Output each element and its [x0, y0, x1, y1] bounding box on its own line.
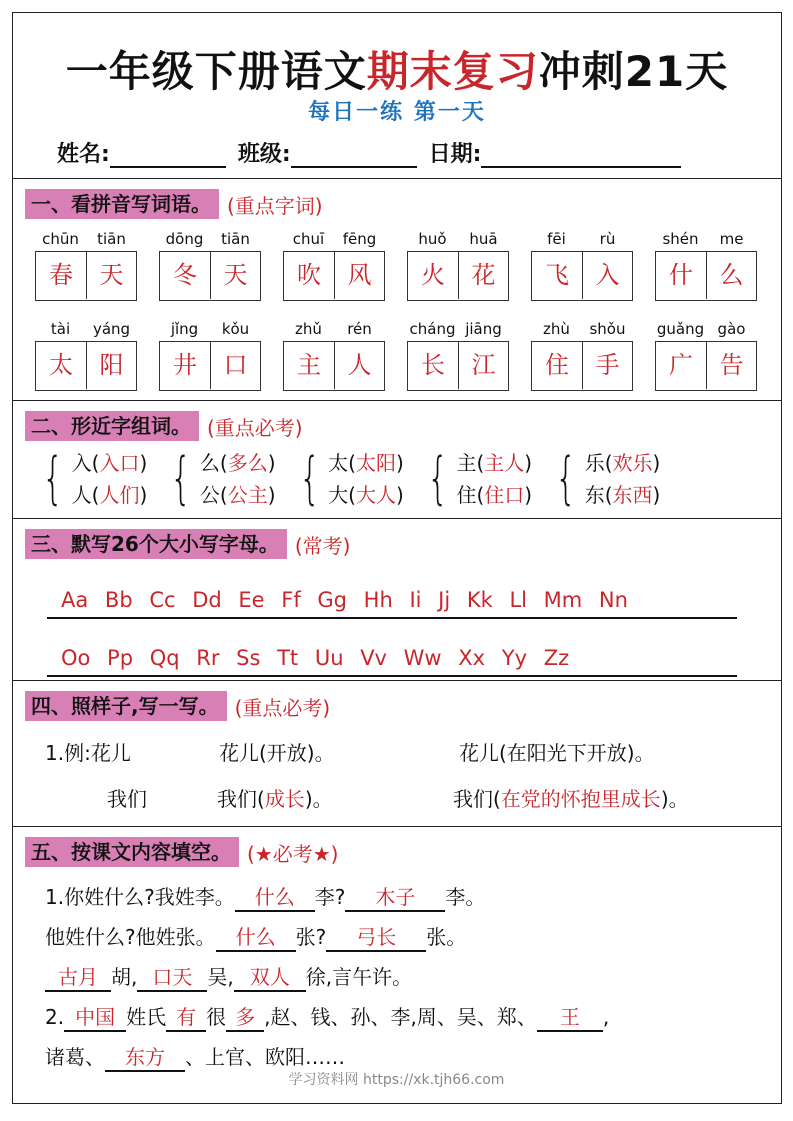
char-pair: { 入(入口) 人(人们) [42, 446, 148, 511]
page-subtitle: 每日一练 第一天 [308, 100, 486, 125]
answer-blank[interactable]: 什么 [235, 881, 315, 912]
word-cell [407, 319, 509, 391]
character-boxes[interactable] [159, 341, 261, 391]
character: 火 [421, 261, 445, 289]
answer: 太阳 [355, 451, 396, 475]
date-blank[interactable] [481, 142, 681, 168]
answer: 住口 [484, 483, 525, 507]
brace-icon: { [555, 446, 577, 511]
answer: 东西 [612, 483, 653, 507]
pinyin: cháng jiāng [409, 320, 502, 338]
char-pair: { 么(多么) 公(公主) [170, 446, 276, 511]
pinyin: huǒ huā [418, 230, 498, 248]
alphabet-line-1: Aa Bb Cc Dd Ee Ff Gg Hh Ii Jj Kk Ll Mm Nn [47, 585, 737, 619]
brace-icon: { [170, 446, 192, 511]
answer: 欢乐 [612, 451, 653, 475]
brace-icon: { [298, 446, 321, 511]
word-cell [531, 229, 633, 301]
word-cell [655, 319, 757, 391]
char-pair: { 主(主人) 住(住口) [426, 446, 533, 511]
word-cell [159, 319, 261, 391]
section-fill-blanks [13, 827, 781, 1103]
answer-blank[interactable]: 东方 [105, 1041, 185, 1072]
fill-line-4: 2. 中国 姓氏 有 很 多 ,赵、钱、孙、李,周、吴、郑、 王 , [45, 1001, 609, 1032]
section-note: (重点必考) [234, 695, 331, 720]
word-cell [407, 229, 509, 301]
character: 手 [582, 342, 632, 389]
character: 井 [173, 351, 197, 379]
class-label: 班级: [237, 142, 291, 167]
character: 广 [669, 351, 693, 379]
answer: 公主 [227, 483, 268, 507]
character-boxes[interactable] [655, 251, 757, 301]
pinyin: fēi rù [547, 230, 616, 248]
character: 住 [545, 351, 569, 379]
pinyin: chūn tiān [42, 230, 126, 248]
character: 天 [210, 252, 260, 299]
title-highlight: 期末复习 [366, 47, 539, 96]
answer: 入口 [99, 451, 140, 475]
word-cell [283, 229, 385, 301]
character-boxes[interactable] [531, 251, 633, 301]
character-boxes[interactable] [407, 251, 509, 301]
page-title: 一年级下册语文期末复习冲刺21天 [65, 47, 729, 96]
character: 太 [49, 351, 73, 379]
example-line: 1.例:花儿 [45, 741, 131, 765]
answer-blank[interactable]: 什么 [216, 921, 296, 952]
character: 阳 [86, 342, 136, 389]
pinyin: guǎng gào [656, 320, 746, 338]
character-boxes[interactable] [655, 341, 757, 391]
section-note: (重点字词) [227, 193, 323, 218]
character: 天 [86, 252, 136, 299]
word-row-1 [35, 229, 779, 301]
section-note: (★必考★) [247, 841, 339, 866]
section-alphabet [13, 519, 781, 681]
word-row-2 [35, 319, 779, 391]
word-cell [655, 229, 757, 301]
brace-icon: { [426, 446, 449, 511]
character: 春 [49, 261, 73, 289]
character: 风 [334, 252, 384, 299]
section-tag: 四、照样子,写一写。 [25, 691, 227, 721]
word-cell [531, 319, 633, 391]
answer-blank[interactable]: 有 [166, 1001, 206, 1032]
worksheet [12, 12, 782, 1104]
answer: 成长 [264, 787, 305, 811]
answer-blank[interactable]: 弓长 [326, 921, 426, 952]
character-boxes[interactable] [35, 341, 137, 391]
name-blank[interactable] [110, 142, 226, 168]
character-boxes[interactable] [531, 341, 633, 391]
section-imitate: 四、照样子,写一写。 (重点必考) 1.例:花儿 花儿(开放)。 花儿(在阳光下开放)。 我们 我们(成长)。 我们(在党的怀抱里成长)。 [13, 681, 781, 827]
character: 入 [582, 252, 632, 299]
answer-blank[interactable]: 王 [537, 1001, 603, 1032]
answer: 多么 [227, 451, 268, 475]
section-tag: 一、看拼音写词语。 [25, 189, 219, 219]
character: 人 [334, 342, 384, 389]
character-boxes[interactable] [283, 341, 385, 391]
answer: 主人 [484, 451, 525, 475]
fill-line-1: 1.你姓什么?我姓李。 什么 李? 木子 李。 [45, 881, 485, 912]
question-line: 我们 [107, 787, 147, 811]
pinyin: dōng tiān [165, 230, 250, 248]
character: 告 [706, 342, 756, 389]
character: 长 [421, 351, 445, 379]
word-cell [35, 319, 137, 391]
answer-blank[interactable]: 木子 [345, 881, 445, 912]
answer-blank[interactable]: 多 [226, 1001, 264, 1032]
pinyin: shén me [662, 230, 744, 248]
class-blank[interactable] [291, 142, 417, 168]
pinyin: chuī fēng [292, 230, 377, 248]
answer: 人们 [99, 483, 140, 507]
character-boxes[interactable] [283, 251, 385, 301]
fill-line-3: 古月 胡, 口天 吴, 双人 徐,言午许。 [45, 961, 412, 992]
pinyin: jǐng kǒu [170, 320, 250, 338]
fill-line-5: 诸葛、 东方 、上官、欧阳…… [45, 1041, 345, 1072]
pinyin: zhǔ rén [295, 320, 372, 338]
footer-watermark: 学习资料网 https://xk.tjh66.com [288, 1072, 505, 1088]
section-pinyin [13, 179, 781, 401]
character: 吹 [297, 261, 321, 289]
pinyin: zhù shǒu [543, 320, 626, 338]
date-label: 日期: [428, 142, 482, 167]
answer-blank[interactable]: 双人 [234, 961, 306, 992]
section-note: (重点必考) [207, 415, 303, 440]
word-cell [159, 229, 261, 301]
section-tag: 三、默写26个大小写字母。 [25, 529, 287, 559]
character: 么 [706, 252, 756, 299]
student-info [57, 137, 693, 168]
character-boxes[interactable] [407, 341, 509, 391]
char-pairs [35, 447, 676, 511]
character: 什 [669, 261, 693, 289]
section-similar-chars [13, 401, 781, 519]
character-boxes[interactable] [159, 251, 261, 301]
character: 主 [297, 351, 321, 379]
answer: 在党的怀抱里成长 [500, 787, 661, 811]
answer-blank[interactable]: 中国 [64, 1001, 126, 1032]
answer: 大人 [355, 483, 396, 507]
word-cell [35, 229, 137, 301]
char-pair: { 太(太阳) 大(大人) [298, 446, 404, 511]
answer-blank[interactable]: 古月 [45, 961, 111, 992]
character: 冬 [173, 261, 197, 289]
word-cell [283, 319, 385, 391]
char-pair: { 乐(欢乐) 东(东西) [555, 446, 661, 511]
pinyin: tài yáng [50, 320, 131, 338]
section-tag: 二、形近字组词。 [25, 411, 199, 441]
character: 江 [458, 342, 508, 389]
answer-blank[interactable]: 口天 [137, 961, 207, 992]
header [13, 13, 781, 179]
character: 花 [458, 252, 508, 299]
section-tag: 五、按课文内容填空。 [25, 837, 239, 867]
character: 口 [210, 342, 260, 389]
alphabet-line-2: Oo Pp Qq Rr Ss Tt Uu Vv Ww Xx Yy Zz [47, 643, 737, 677]
name-label: 姓名: [57, 142, 110, 167]
section-note: (常考) [294, 533, 351, 558]
character: 飞 [545, 261, 569, 289]
fill-line-2: 他姓什么?他姓张。 什么 张? 弓长 张。 [45, 921, 466, 952]
brace-icon: { [42, 446, 64, 511]
character-boxes[interactable] [35, 251, 137, 301]
